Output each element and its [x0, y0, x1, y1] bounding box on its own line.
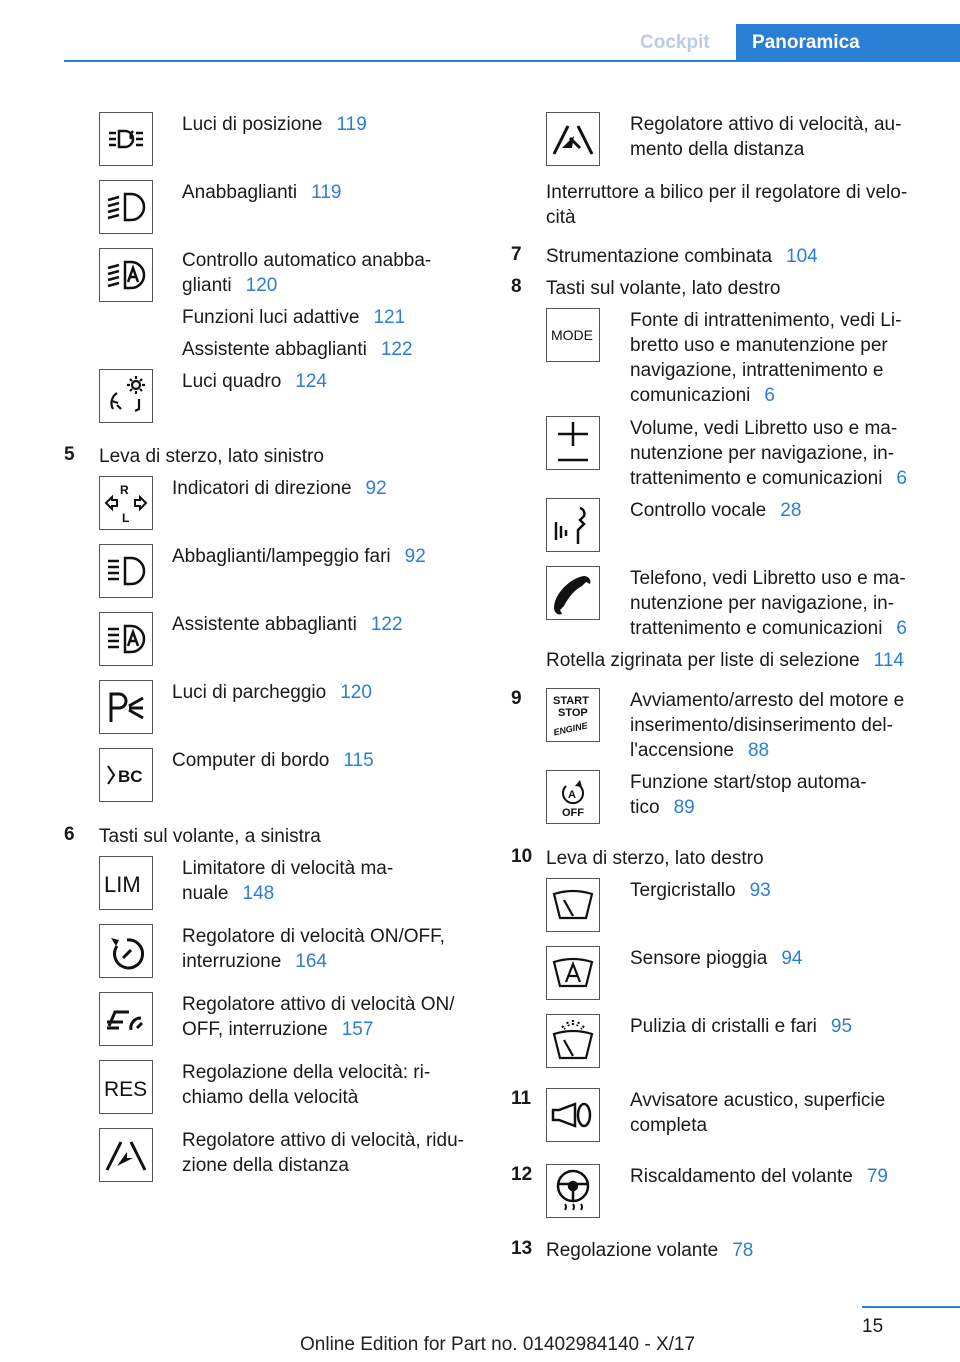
icon-high-beam-assist: [99, 612, 153, 666]
heated-wheel-icon: [550, 1168, 596, 1214]
page-ref[interactable]: 93: [749, 880, 771, 901]
entry-auto-low-beam: Controllo automatico anabba- glianti 120: [182, 250, 432, 296]
icon-auto-low-beam: [99, 248, 153, 302]
start-stop-icon: [550, 692, 596, 738]
icon-position-lights: [99, 112, 153, 166]
icon-active-cruise: [99, 992, 153, 1046]
header-rule: [64, 60, 960, 62]
icon-label-l: L: [122, 511, 130, 525]
page-ref[interactable]: 122: [380, 339, 413, 360]
speed-limiter-icon: [103, 860, 149, 906]
onboard-computer-icon: [103, 752, 149, 798]
mode-icon: [550, 312, 596, 358]
entry-entertainment-source: Fonte di intrattenimento, vedi Li- bretto uso e manutenzione per navigazione, intrattenimento e comunicazioni 6: [630, 310, 902, 406]
entry-high-beam-assist: Assistente abbaglianti 122: [182, 339, 413, 360]
entry-auto-start-stop: Funzione start/stop automa- tico 89: [630, 772, 867, 818]
entry-telephone: Telefono, vedi Libretto uso e ma- nutenzione per navigazione, in- trattenimento e comunicazioni 6: [630, 568, 907, 639]
section-number: 12: [511, 1164, 533, 1185]
active-cruise-icon: [103, 996, 149, 1042]
icon-heated-wheel: [546, 1164, 600, 1218]
icon-horn: [546, 1088, 600, 1142]
icon-washer: [546, 1014, 600, 1068]
page-ref[interactable]: 114: [873, 650, 904, 671]
section-number: 11: [511, 1088, 532, 1109]
entry-speed-limiter: Limitatore di velocità ma- nuale 148: [182, 858, 394, 904]
icon-wiper: [546, 878, 600, 932]
auto-low-beam-icon: [103, 252, 149, 298]
edition-footer: Online Edition for Part no. 01402984140 - X/17: [300, 1334, 696, 1355]
entry-high-beam-assist-2: Assistente abbaglianti 122: [172, 614, 403, 635]
entry-onboard-computer: Computer di bordo 115: [172, 750, 374, 771]
entry-cruise-control: Regolatore di velocità ON/OFF, interruzione 164: [182, 926, 445, 972]
icon-high-beam: [99, 544, 153, 598]
icon-label-off: OFF: [562, 807, 584, 819]
telephone-icon: [550, 570, 596, 616]
section-title: Tasti sul volante, a sinistra: [99, 826, 321, 847]
page-ref[interactable]: 95: [830, 1016, 853, 1037]
section-title: Leva di sterzo, lato destro: [546, 848, 764, 869]
entry-active-cruise: Regolatore attivo di velocità ON/ OFF, interruzione 157: [182, 994, 455, 1040]
icon-label-r: R: [120, 483, 129, 497]
icon-label-lim: LIM: [104, 872, 141, 897]
icon-onboard-computer: [99, 748, 153, 802]
page-ref[interactable]: 119: [311, 182, 342, 203]
icon-instrument-lighting: [99, 369, 153, 423]
page-ref[interactable]: 78: [732, 1240, 754, 1261]
icon-volume: [546, 416, 600, 470]
page-ref[interactable]: 92: [365, 478, 387, 499]
icon-label-a: A: [568, 789, 576, 801]
entry-high-beam: Abbaglianti/lampeggio fari 92: [172, 546, 426, 567]
icon-distance-decrease: [99, 1128, 153, 1182]
section-number: 6: [64, 824, 75, 845]
position-lights-icon: [103, 116, 149, 162]
entry-turn-signals: Indicatori di direzione 92: [172, 478, 387, 499]
horn-icon: [550, 1092, 596, 1138]
entry-adaptive-lights: Funzioni luci adattive 121: [182, 307, 406, 328]
icon-cruise-control: [99, 924, 153, 978]
wiper-icon: [550, 882, 596, 928]
entry-low-beam: Anabbaglianti 119: [182, 182, 342, 203]
entry-distance-decrease: Regolatore attivo di velocità, ridu- zione della distanza: [182, 1130, 464, 1176]
icon-speed-limiter: [99, 856, 153, 910]
page-ref[interactable]: 104: [786, 246, 818, 267]
page-ref[interactable]: 122: [370, 614, 403, 635]
entry-instrument-lighting: Luci quadro 124: [182, 371, 327, 392]
voice-control-icon: [550, 502, 596, 548]
header-tab-panoramica[interactable]: Panoramica: [736, 24, 960, 62]
icon-label-mode: MODE: [551, 327, 593, 343]
icon-start-stop: [546, 688, 600, 742]
section-number: 7: [511, 244, 522, 265]
icon-label-res: RES: [104, 1078, 148, 1101]
volume-icon: [550, 420, 596, 466]
icon-parking-lights: [99, 680, 153, 734]
icon-auto-start-stop: [546, 770, 600, 824]
low-beam-icon: [103, 184, 149, 230]
entry-position-lights: Luci di posizione 119: [182, 114, 367, 135]
page-ref[interactable]: 94: [781, 948, 803, 969]
page-ref[interactable]: 120: [340, 682, 372, 703]
washer-icon: [550, 1018, 596, 1064]
page-ref[interactable]: 119: [336, 114, 367, 135]
page-ref[interactable]: 121: [373, 307, 406, 328]
page-ref[interactable]: 6: [896, 468, 907, 489]
entry-heated-wheel: Riscaldamento del volante 79: [630, 1166, 888, 1187]
icon-voice-control: [546, 498, 600, 552]
instrument-lighting-icon: [103, 373, 149, 419]
entry-voice-control: Controllo vocale 28: [630, 500, 802, 521]
section-number: 8: [511, 276, 522, 297]
icon-label-bc: BC: [118, 767, 143, 786]
page-ref[interactable]: 6: [896, 618, 907, 639]
section-title: Strumentazione combinata 104: [546, 246, 818, 267]
page-number: 15: [862, 1316, 884, 1337]
section-title: Tasti sul volante, lato destro: [546, 278, 781, 299]
turn-signals-icon: [103, 480, 149, 526]
page-ref[interactable]: 157: [341, 1019, 374, 1040]
page-ref[interactable]: 6: [764, 385, 775, 406]
high-beam-icon: [103, 548, 149, 594]
page-ref[interactable]: 115: [343, 750, 374, 771]
icon-turn-signals: [99, 476, 153, 530]
entry-thumbwheel: Rotella zigrinata per liste di selezione 114: [546, 650, 904, 671]
icon-rain-sensor: [546, 946, 600, 1000]
resume-speed-icon: [103, 1064, 149, 1110]
icon-label-stop: STOP: [558, 707, 588, 719]
section-number: 10: [511, 846, 533, 867]
section-number: 5: [64, 444, 75, 465]
entry-steering-adjust: Regolazione volante 78: [546, 1240, 754, 1261]
page-ref[interactable]: 88: [747, 740, 770, 761]
parking-lights-icon: [103, 684, 149, 730]
entry-distance-increase: Regolatore attivo di velocità, au- mento della distanza: [630, 114, 902, 160]
icon-resume-speed: [99, 1060, 153, 1114]
footer-rule: [862, 1306, 960, 1308]
page-ref[interactable]: 120: [245, 275, 278, 296]
distance-increase-icon: [550, 116, 596, 162]
entry-rain-sensor: Sensore pioggia 94: [630, 948, 803, 969]
icon-low-beam: [99, 180, 153, 234]
rain-sensor-icon: [550, 950, 596, 996]
cruise-control-icon: [103, 928, 149, 974]
entry-start-stop: Avviamento/arresto del motore e inserimento/disinserimento del- l'accensione 88: [630, 690, 905, 761]
icon-label-engine: ENGINE: [552, 720, 589, 738]
icon-mode: [546, 308, 600, 362]
page-ref[interactable]: 79: [866, 1166, 888, 1187]
page-ref[interactable]: 124: [295, 371, 327, 392]
auto-start-stop-icon: [550, 774, 596, 820]
entry-resume-speed: Regolazione della velocità: ri- chiamo della velocità: [182, 1062, 431, 1108]
icon-label-start: START: [553, 695, 589, 707]
header-tab-cockpit[interactable]: Cockpit: [640, 32, 710, 53]
page-ref[interactable]: 89: [673, 797, 695, 818]
page-ref[interactable]: 92: [404, 546, 426, 567]
entry-washer: Pulizia di cristalli e fari 95: [630, 1016, 853, 1037]
icon-telephone: [546, 566, 600, 620]
entry-volume: Volume, vedi Libretto uso e ma- nutenzione per navigazione, in- trattenimento e comunicazioni 6: [630, 418, 907, 489]
high-beam-assist-icon: [103, 616, 149, 662]
page-ref[interactable]: 28: [780, 500, 802, 521]
section-title: Leva di sterzo, lato sinistro: [99, 446, 324, 467]
distance-decrease-icon: [103, 1132, 149, 1178]
entry-wiper: Tergicristallo 93: [630, 880, 771, 901]
entry-horn: Avvisatore acustico, superficie completa: [630, 1090, 886, 1136]
page-ref[interactable]: 148: [242, 883, 275, 904]
icon-distance-increase: [546, 112, 600, 166]
entry-parking-lights: Luci di parcheggio 120: [172, 682, 372, 703]
section-number: 9: [511, 688, 522, 709]
page-ref[interactable]: 164: [295, 951, 327, 972]
section-number: 13: [511, 1238, 533, 1259]
entry-rocker-switch: Interruttore a bilico per il regolatore di velo- cità: [546, 182, 908, 228]
